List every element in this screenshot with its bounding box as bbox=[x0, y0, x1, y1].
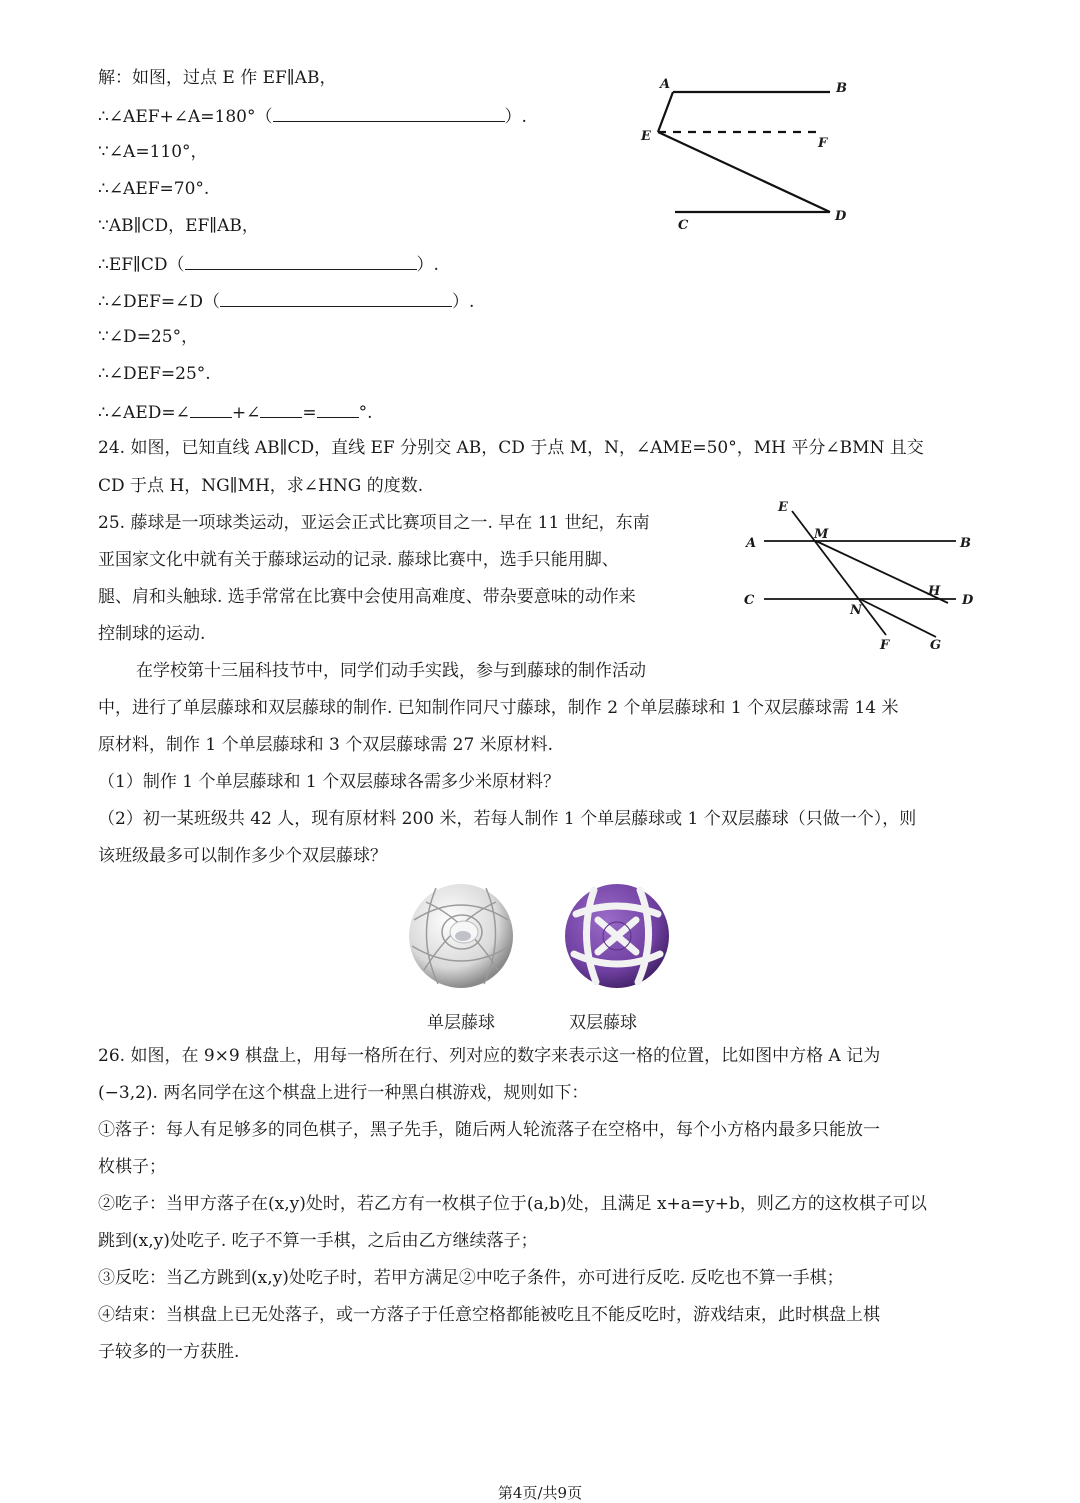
q26-line-1: 26. 如图，在 9×9 棋盘上，用每一格所在行、列对应的数字来表示这一格的位置，比如图中方格 A 记为 bbox=[98, 1046, 881, 1066]
label-d: D bbox=[835, 209, 847, 224]
q25-line-1: 25. 藤球是一项球类运动，亚运会正式比赛项目之一. 早在 11 世纪，东南 bbox=[98, 513, 650, 533]
label-f: F bbox=[880, 638, 890, 653]
line-ng bbox=[860, 599, 936, 637]
q23-line-8: ∵∠D=25°， bbox=[98, 327, 199, 347]
label-f: F bbox=[818, 136, 828, 151]
double-layer-ball-image bbox=[562, 880, 672, 992]
q23-line-10-a: ∴∠AED=∠ bbox=[98, 403, 190, 423]
q24-figure bbox=[738, 495, 983, 655]
q23-line-7 bbox=[98, 288, 474, 314]
q23-line-2-text: ∴∠AEF+∠A=180°（ bbox=[98, 107, 273, 127]
q26-line-4: 枚棋子； bbox=[98, 1157, 166, 1177]
q26-line-9: 子较多的一方获胜. bbox=[98, 1342, 240, 1362]
q23-line-7-text: ∴∠DEF=∠D（ bbox=[98, 292, 221, 312]
label-e: E bbox=[641, 129, 651, 144]
page-footer: 第4页/共9页 bbox=[497, 1484, 583, 1502]
q23-line-3: ∵∠A=110°， bbox=[98, 142, 208, 162]
q25-line-6: 中，进行了单层藤球和双层藤球的制作. 已知制作同尺寸藤球，制作 2 个单层藤球和 1 个双层藤球需 14 米 bbox=[98, 698, 899, 718]
q23-line-5: ∵AB∥CD，EF∥AB， bbox=[98, 216, 259, 236]
label-a: A bbox=[746, 536, 757, 551]
q26-line-8: ④结束：当棋盘上已无处落子，或一方落子于任意空格都能被吃且不能反吃时，游戏结束，此时棋盘上棋 bbox=[98, 1305, 880, 1325]
q26-line-7: ③反吃：当乙方跳到(x,y)处吃子时，若甲方满足②中吃子条件，亦可进行反吃. 反吃也不算一手棋； bbox=[98, 1268, 844, 1288]
q23-line-4: ∴∠AEF=70°. bbox=[98, 179, 210, 199]
q24-line-2: CD 于点 H，NG∥MH，求∠HNG 的度数. bbox=[98, 476, 424, 496]
q26-line-5: ②吃子：当甲方落子在(x,y)处时，若乙方有一枚棋子位于(a,b)处，且满足 x+a=y+b，则乙方的这枚棋子可以 bbox=[98, 1194, 927, 1214]
q23-line-2 bbox=[98, 103, 527, 129]
single-layer-ball-image bbox=[406, 880, 516, 992]
q23-line-6-close: ）. bbox=[416, 255, 439, 275]
q25-line-8: （1）制作 1 个单层藤球和 1 个双层藤球各需多少米原材料？ bbox=[98, 772, 561, 792]
label-c: C bbox=[678, 218, 689, 233]
segment-ae bbox=[658, 92, 673, 132]
answer-blank-3[interactable] bbox=[220, 288, 452, 307]
answer-blank-6[interactable] bbox=[317, 399, 359, 418]
q23-line-6 bbox=[98, 251, 439, 277]
q25-line-4: 控制球的运动. bbox=[98, 624, 206, 644]
q25-line-5: 在学校第十三届科技节中，同学们动手实践，参与到藤球的制作活动 bbox=[136, 661, 646, 681]
label-h: H bbox=[928, 584, 941, 599]
answer-blank-5[interactable] bbox=[260, 399, 302, 418]
label-g: G bbox=[930, 638, 942, 653]
q23-line-2-close: ）. bbox=[504, 107, 527, 127]
label-e: E bbox=[778, 500, 788, 515]
answer-blank-2[interactable] bbox=[185, 251, 417, 270]
double-layer-ball-caption: 双层藤球 bbox=[569, 1013, 637, 1033]
q26-line-6: 跳到(x,y)处吃子. 吃子不算一手棋，之后由乙方继续落子； bbox=[98, 1231, 538, 1251]
q23-line-10 bbox=[98, 399, 373, 425]
q23-line-7-close: ）. bbox=[452, 292, 475, 312]
q25-line-9: （2）初一某班级共 42 人，现有原材料 200 米，若每人制作 1 个单层藤球或 1 个双层藤球（只做一个），则 bbox=[98, 809, 917, 829]
line-ef bbox=[792, 511, 886, 635]
answer-blank-1[interactable] bbox=[273, 103, 505, 122]
label-n: N bbox=[850, 603, 862, 618]
q23-line-10-c: = bbox=[302, 403, 317, 423]
q23-line-1: 解：如图，过点 E 作 EF∥AB， bbox=[98, 68, 337, 88]
q23-line-10-b: +∠ bbox=[231, 403, 261, 423]
q24-line-1: 24. 如图，已知直线 AB∥CD，直线 EF 分别交 AB，CD 于点 M，N，∠AME=50°，MH 平分∠BMN 且交 bbox=[98, 438, 924, 458]
label-a: A bbox=[660, 77, 671, 92]
q25-line-3: 腿、肩和头触球. 选手常常在比赛中会使用高难度、带杂要意味的动作来 bbox=[98, 587, 636, 607]
segment-ed bbox=[658, 132, 830, 212]
q23-figure bbox=[630, 72, 870, 237]
single-layer-ball-caption: 单层藤球 bbox=[427, 1013, 495, 1033]
q26-line-2: (−3,2). 两名同学在这个棋盘上进行一种黑白棋游戏，规则如下： bbox=[98, 1083, 589, 1103]
label-m: M bbox=[814, 527, 829, 542]
q26-line-3: ①落子：每人有足够多的同色棋子，黑子先手，随后两人轮流落子在空格中，每个小方格内最多只能放一 bbox=[98, 1120, 880, 1140]
q23-line-10-d: °. bbox=[358, 403, 373, 423]
q23-line-9: ∴∠DEF=25°. bbox=[98, 364, 211, 384]
label-b: B bbox=[836, 81, 847, 96]
label-b: B bbox=[960, 536, 971, 551]
q25-line-2: 亚国家文化中就有关于藤球运动的记录. 藤球比赛中，选手只能用脚、 bbox=[98, 550, 619, 570]
q25-line-10: 该班级最多可以制作多少个双层藤球？ bbox=[98, 846, 387, 866]
label-c: C bbox=[744, 593, 755, 608]
answer-blank-4[interactable] bbox=[190, 399, 232, 418]
q25-line-7: 原材料，制作 1 个单层藤球和 3 个双层藤球需 27 米原材料. bbox=[98, 735, 554, 755]
label-d: D bbox=[962, 593, 974, 608]
q23-line-6-text: ∴EF∥CD（ bbox=[98, 255, 185, 275]
